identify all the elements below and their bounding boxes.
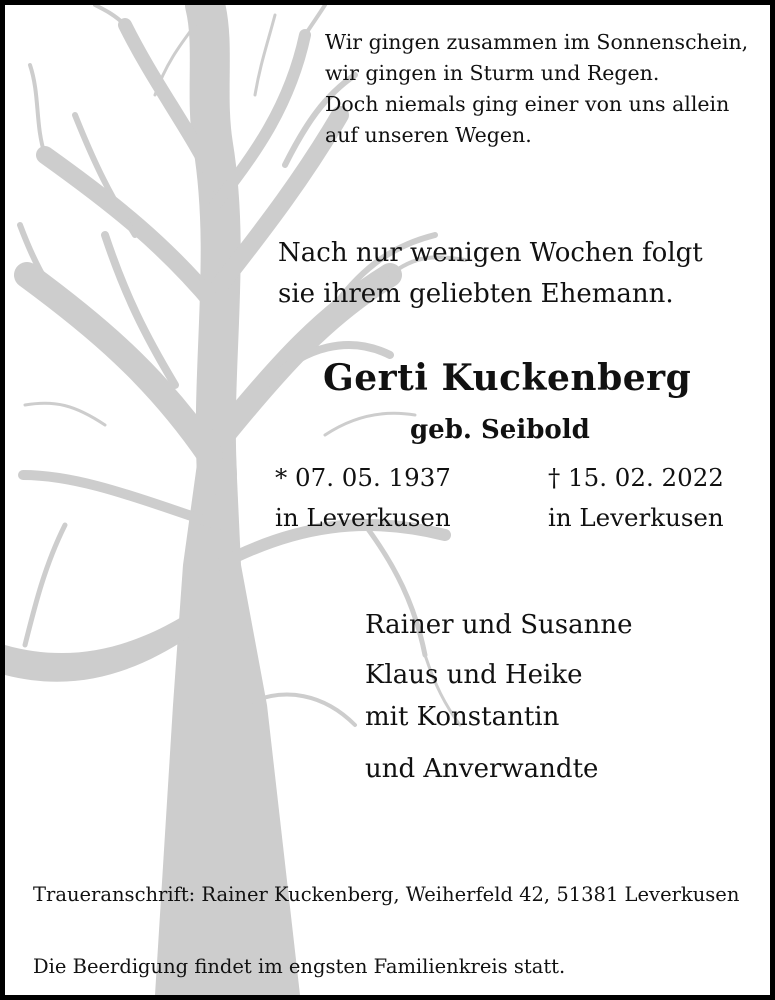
birth-info (275, 458, 451, 538)
poem-line: auf unseren Wegen. (325, 123, 532, 147)
birth-place: in Leverkusen (275, 503, 451, 532)
death-date: † 15. 02. 2022 (548, 463, 724, 492)
death-place: in Leverkusen (548, 503, 724, 532)
mourner-line: mit Konstantin (365, 702, 560, 732)
intro-text (278, 233, 703, 315)
birth-name: geb. Seibold (410, 415, 590, 445)
poem-line: wir gingen in Sturm und Regen. (325, 61, 660, 85)
funeral-note: Die Beerdigung findet im engsten Familienkreis statt. (33, 955, 566, 978)
intro-line: sie ihrem geliebten Ehemann. (278, 279, 674, 309)
poem-line: Doch niemals ging einer von uns allein (325, 92, 730, 116)
mourner-line: und Anverwandte (365, 754, 599, 784)
memorial-poem (325, 27, 748, 151)
birth-date: * 07. 05. 1937 (275, 463, 451, 492)
condolence-address: Traueranschrift: Rainer Kuckenberg, Weiherfeld 42, 51381 Leverkusen (33, 883, 740, 906)
poem-line: Wir gingen zusammen im Sonnenschein, (325, 30, 749, 54)
intro-line: Nach nur wenigen Wochen folgt (278, 238, 703, 268)
mourner-line: Rainer und Susanne (365, 610, 633, 640)
mourner-line: Klaus und Heike (365, 660, 583, 690)
death-info (548, 458, 724, 538)
deceased-name: Gerti Kuckenberg (323, 357, 692, 399)
